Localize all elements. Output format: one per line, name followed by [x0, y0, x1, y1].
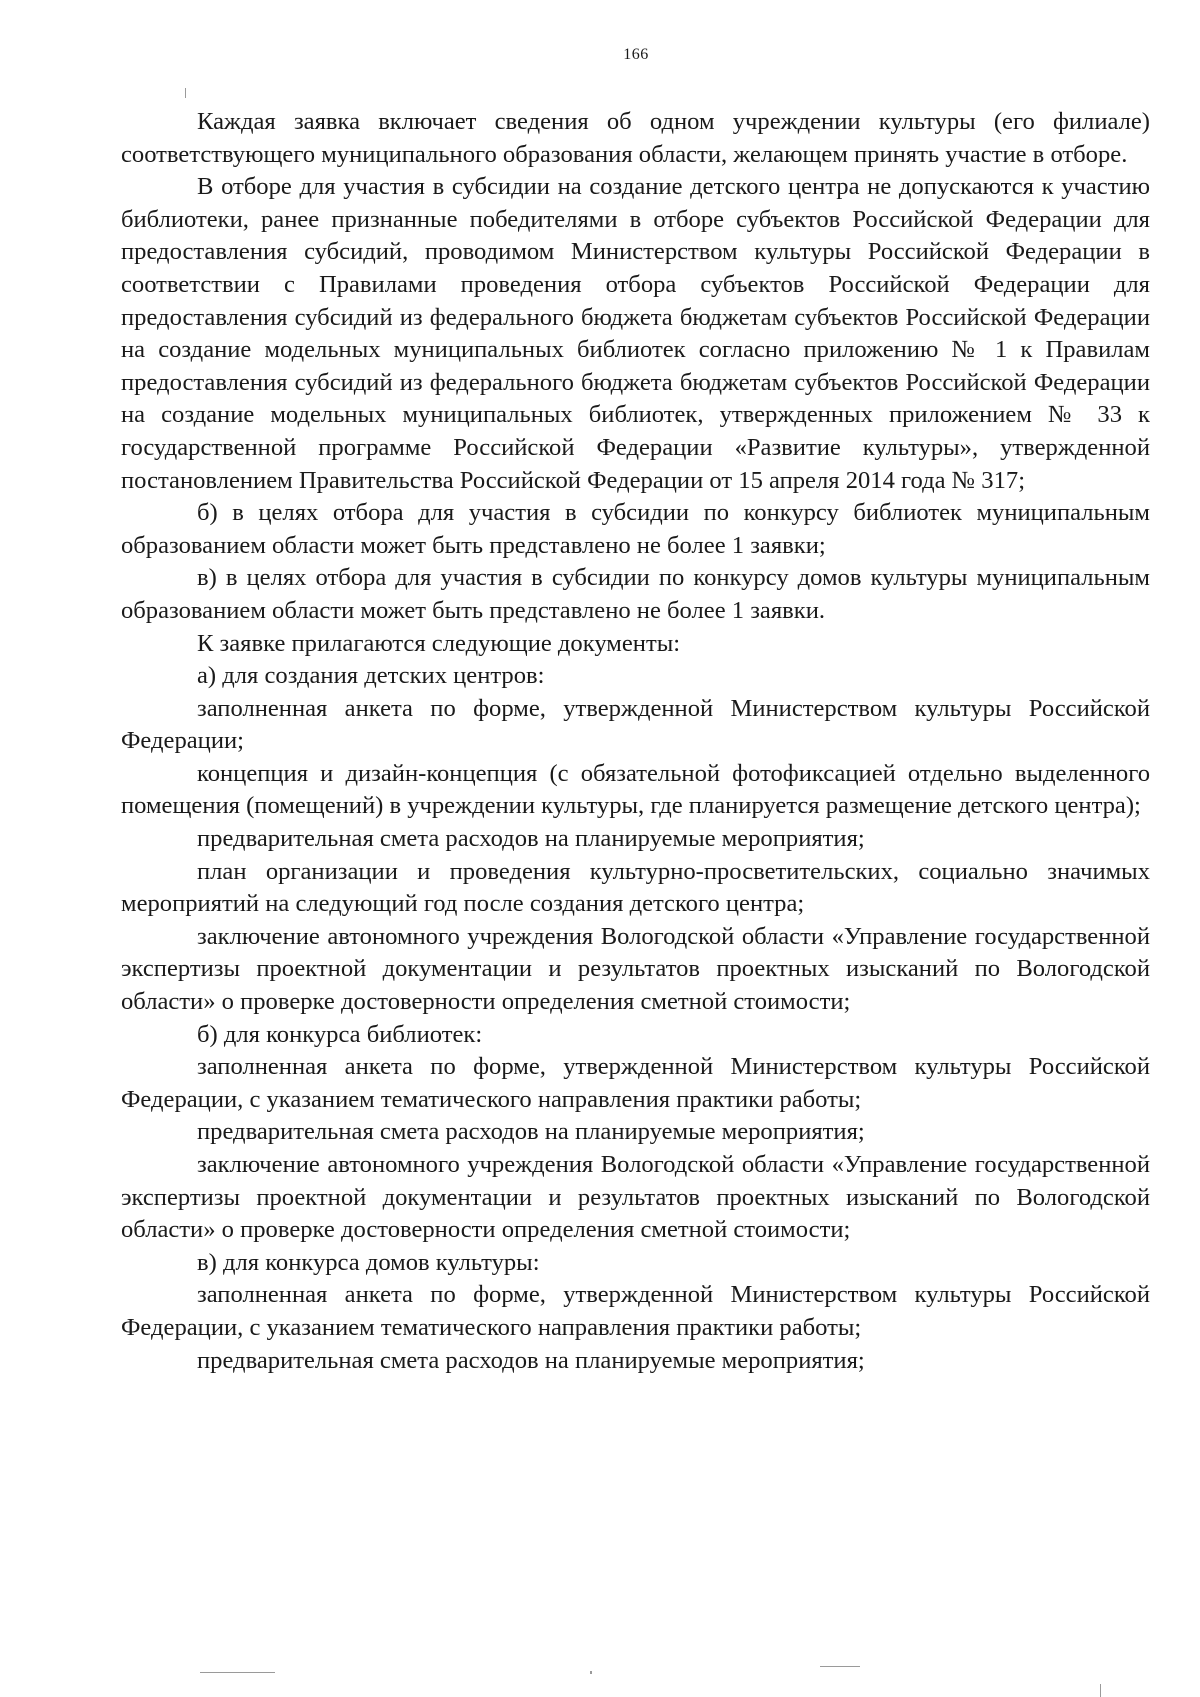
paragraph: заполненная анкета по форме, утвержденной Министерством культуры Российской Федерации, с указанием тематического направления практики работы; — [121, 1281, 1150, 1341]
paragraph: заполненная анкета по форме, утвержденной Министерством культуры Российской Федерации; — [121, 694, 1150, 755]
paragraph: предварительная смета расходов на планируемые мероприятия; — [197, 1346, 865, 1374]
paragraph: К заявке прилагаются следующие документы: — [197, 629, 681, 657]
paragraph: заполненная анкета по форме, утвержденной Министерством культуры Российской Федерации, с указанием тематического направления практики работы; — [121, 1053, 1150, 1113]
scan-artifact — [200, 1672, 275, 1673]
paragraph: в) для конкурса домов культуры: — [197, 1248, 540, 1276]
scan-artifact — [590, 1671, 592, 1674]
paragraph: предварительная смета расходов на планируемые мероприятия; — [197, 825, 865, 853]
paragraph: заключение автономного учреждения Вологодской области «Управление государственной экспертизы проектной документации и результатов проектных изысканий по Вологодской области» о проверке достоверности определения сметной стоимости; — [121, 1151, 1150, 1244]
document-body — [121, 106, 1150, 1377]
paragraph: концепция и дизайн-концепция (с обязательной фотофиксацией отдельно выделенного помещения (помещений) в учреждении культуры, где планируется размещение детского центра); — [121, 759, 1150, 820]
paragraph: план организации и проведения культурно-просветительских, социально значимых мероприятий на следующий год после создания детского центра; — [121, 857, 1150, 918]
scan-artifact — [185, 88, 186, 98]
paragraph: в) в целях отбора для участия в субсидии по конкурсу домов культуры муниципальным образованием области может быть представлено не более 1 заявки. — [121, 564, 1150, 624]
paragraph: а) для создания детских центров: — [197, 662, 545, 690]
paragraph: заключение автономного учреждения Вологодской области «Управление государственной экспертизы проектной документации и результатов проектных изысканий по Вологодской области» о проверке достоверности определения сметной стоимости; — [121, 922, 1150, 1016]
scan-artifact — [1100, 1684, 1101, 1697]
paragraph: б) в целях отбора для участия в субсидии по конкурсу библиотек муниципальным образованием области может быть представлено не более 1 заявки; — [121, 499, 1150, 559]
paragraph: В отборе для участия в субсидии на создание детского центра не допускаются к участию библиотеки, ранее признанные победителями в отборе субъектов Российской Федерации для предоставления субсидий, проводимом Министерством культуры Российской Федерации в соответствии с Правилами проведения отбора субъектов Российской Федерации для предоставления субсидий из федерального бюджета бюджетам субъектов Российской Федерации на создание модельных муниципальных библиотек согласно приложению № 1 к Правилам предоставления субсидий из федерального бюджета бюджетам субъектов Российской Федерации на создание модельных муниципальных библиотек, утвержденных приложением № 33 к государственной программе Российской Федерации «Развитие культуры», утвержденной постановлением Правительства Российской Федерации от 15 апреля 2014 года № 317; — [121, 173, 1150, 494]
paragraph: Каждая заявка включает сведения об одном учреждении культуры (его филиале) соответствующего муниципального образования области, желающем принять участие в отборе. — [121, 108, 1150, 168]
paragraph: предварительная смета расходов на планируемые мероприятия; — [197, 1118, 865, 1146]
paragraph: б) для конкурса библиотек: — [197, 1020, 483, 1048]
scan-artifact — [820, 1666, 860, 1667]
page-number: 166 — [623, 46, 649, 63]
